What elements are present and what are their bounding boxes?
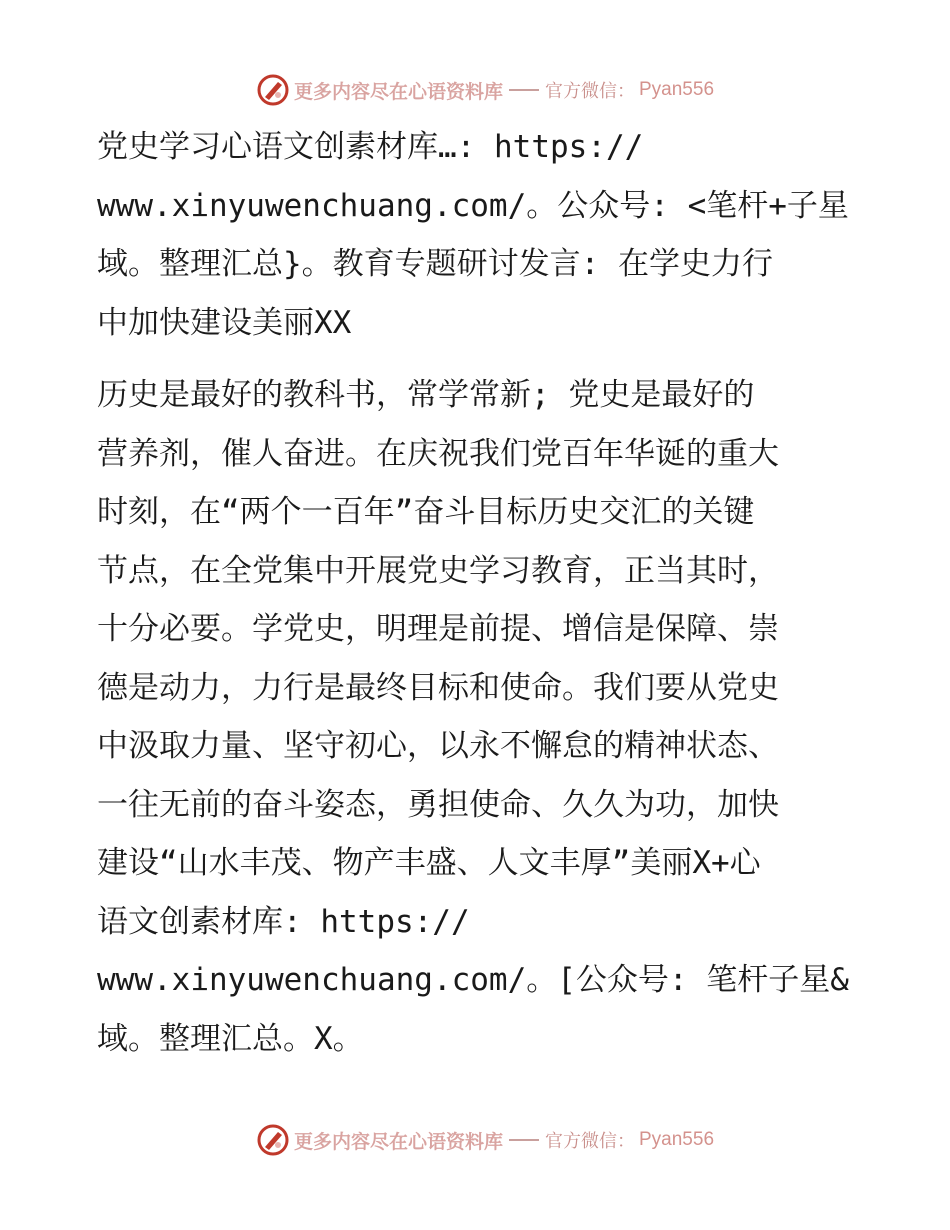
paragraph-1 — [97, 118, 857, 352]
footer-banner-dash — [509, 1139, 539, 1141]
paragraph-2-line: 时刻，在“两个一百年”奋斗目标历史交汇的关键 — [97, 494, 755, 530]
paragraph-2-line: 中汲取力量、坚守初心，以永不懈怠的精神状态、 — [97, 728, 779, 764]
paragraph-2-line: 营养剂，催人奋进。在庆祝我们党百年华诞的重大 — [97, 435, 779, 472]
paragraph-2-line: 建设“山水丰茂、物产丰盛、人文丰厚”美丽X+心 — [97, 845, 761, 881]
paragraph-2-line: 德是动力，力行是最终目标和使命。我们要从党史 — [97, 669, 779, 706]
footer-banner-sub: 官方微信： — [545, 1131, 635, 1152]
header-banner-id: Pyan556 — [639, 79, 715, 100]
paragraph-2-line: 节点，在全党集中开展党史学习教育，正当其时， — [97, 552, 779, 589]
paragraph-2 — [97, 366, 857, 1068]
pen-logo-icon — [256, 73, 290, 107]
footer-banner-id: Pyan556 — [639, 1129, 715, 1150]
footer-banner — [0, 1120, 950, 1160]
pen-logo-icon — [256, 1123, 290, 1157]
paragraph-1-line: 域。整理汇总}。教育专题研讨发言: 在学史力行 — [97, 246, 773, 282]
paragraph-1-line: 党史学习心语文创素材库…: https:// — [97, 129, 644, 165]
paragraph-2-line: 十分必要。学党史，明理是前提、增信是保障、崇 — [97, 611, 779, 647]
header-banner-content — [256, 73, 714, 107]
header-banner-sub: 官方微信： — [545, 81, 635, 102]
footer-banner-content — [256, 1123, 714, 1157]
header-banner — [0, 70, 950, 110]
footer-banner-title: 更多内容尽在心语资料库 — [293, 1130, 503, 1153]
paragraph-2-line: 历史是最好的教科书，常学常新; 党史是最好的 — [97, 377, 755, 413]
paragraph-2-line: 语文创素材库: https:// — [97, 903, 470, 940]
paragraph-1-line: www.xinyuwenchuang.com/。公众号: <笔杆+子星 — [97, 187, 849, 224]
paragraph-2-line: 一往无前的奋斗姿态，勇担使命、久久为功，加快 — [97, 786, 779, 823]
paragraph-1-line: 中加快建设美丽XX — [97, 304, 352, 341]
paragraph-2-line: 域。整理汇总。X。 — [97, 1020, 364, 1057]
header-banner-title: 更多内容尽在心语资料库 — [293, 80, 503, 103]
paragraph-2-line: www.xinyuwenchuang.com/。[公众号: 笔杆子星& — [97, 962, 849, 998]
header-banner-dash — [509, 89, 539, 91]
